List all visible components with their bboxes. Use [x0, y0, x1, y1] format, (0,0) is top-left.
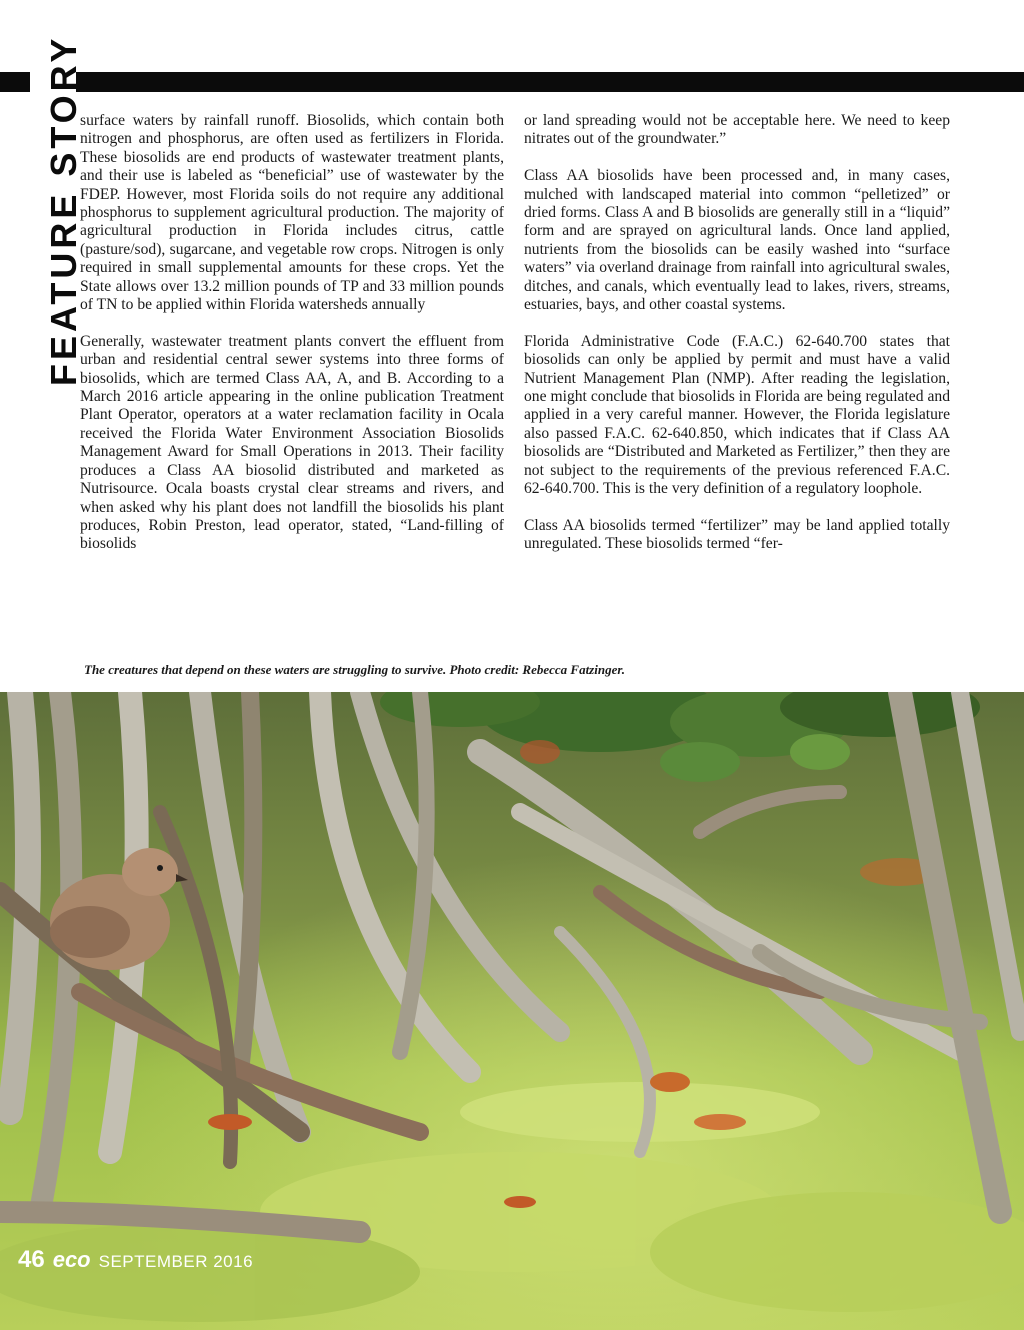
article-paragraph: Class AA biosolids termed “fertilizer” may be land applied totally unregulated. These biosolids termed “fer-: [524, 516, 950, 553]
mangrove-photo: [0, 692, 1024, 1330]
article-paragraph: or land spreading would not be acceptable here. We need to keep nitrates out of the groundwater.”: [524, 112, 950, 148]
article-right-column: [524, 112, 950, 572]
section-label: FEATURE STORY: [43, 34, 84, 386]
article-paragraph: Class AA biosolids have been processed and, in many cases, mulched with landscaped material into common “pelletized” or dried forms. Class A and B biosolids are generally still in a “liquid” form and are sprayed on agricultural lands. Once land applied, nutrients from the biosolids can be easily washed into “surface waters” via overland drainage from rainfall into agricultural swales, ditches, and canals, which eventually lead to lakes, rivers, streams, estuaries, bays, and other coastal systems.: [524, 167, 950, 314]
article-left-column: [80, 112, 504, 572]
issue-date: SEPTEMBER 2016: [98, 1252, 254, 1271]
page-number: 46: [18, 1246, 45, 1273]
article-paragraph: Generally, wastewater treatment plants convert the effluent from urban and residential central sewer systems into three forms of biosolids, which are termed Class AA, A, and B. According to a March 2016 article appearing in the online publication Treatment Plant Operator, operators at a water reclamation facility in Ocala received the Florida Water Environment Association Biosolids Management Award for Small Operations in 2013. Their facility produces a Class AA biosolid distributed and marketed as Nutrisource. Ocala boasts crystal clear streams and rivers, and when asked why his plant does not landfill the biosolids his plant produces, Robin Preston, lead operator, stated, “Land-filling of biosolids: [80, 332, 504, 553]
photo-caption: The creatures that depend on these waters are struggling to survive. Photo credit: Rebecca Fatzinger.: [84, 662, 625, 677]
magazine-brand: eco: [52, 1247, 91, 1272]
article-paragraph: surface waters by rainfall runoff. Biosolids, which contain both nitrogen and phosphorus, are often used as fertilizers in Florida. These biosolids are end products of wastewater treatment plants, and their use is labeled as “beneficial” use of wastewater by the FDEP. However, most Florida soils do not require any additional phosphorus to supplement agricultural production. The majority of agricultural production in Florida includes citrus, cattle (pasture/sod), sugarcane, and vegetable row crops. Nitrogen is only required in small supplemental amounts for these crops. Yet the State allows over 13.2 million pounds of TP and 33 million pounds of TN to be applied within Florida watersheds annually: [80, 112, 504, 314]
mangrove-illustration: [0, 692, 1024, 1330]
page-footer: [18, 1246, 253, 1274]
article-paragraph: Florida Administrative Code (F.A.C.) 62-640.700 states that biosolids can only be applied by permit and must have a valid Nutrient Management Plan (NMP). After reading the legislation, one might conclude that biosolids in Florida are being regulated and applied in a very careful manner. However, the Florida legislature also passed F.A.C. 62-640.850, which indicates that if Class AA biosolids are “Distributed and Marketed as Fertilizer,” then they are not subject to the requirements of the previous referenced F.A.C. 62-640.700. This is the very definition of a regulatory loophole.: [524, 332, 950, 498]
header-bar: [0, 72, 1024, 92]
